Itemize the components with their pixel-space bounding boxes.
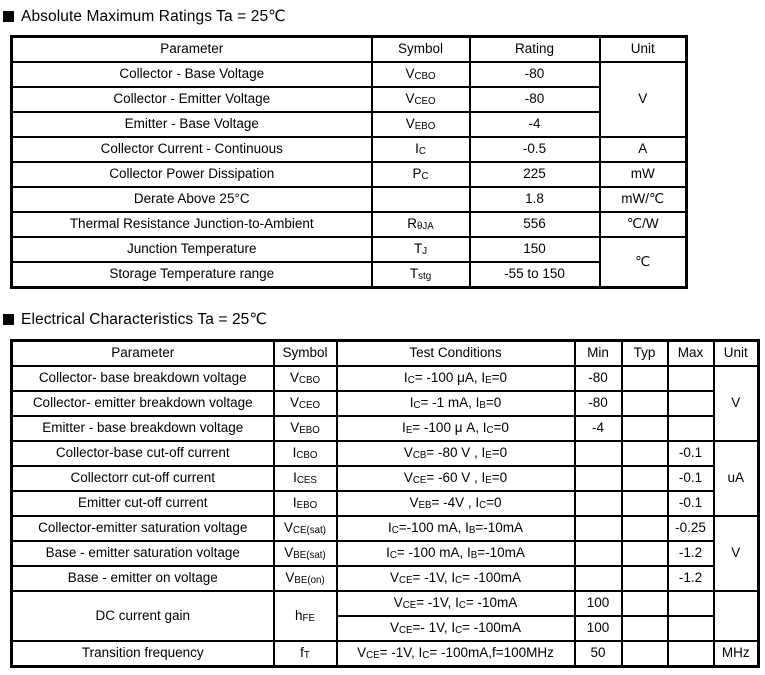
table-row [12, 491, 759, 516]
cell-unit [714, 591, 759, 641]
column-header: Min [575, 341, 622, 367]
cell-param: Collector- base breakdown voltage [12, 366, 274, 391]
cell-symbol: PC [372, 162, 470, 187]
cell-param: Emitter - base breakdown voltage [12, 416, 274, 441]
cell-symbol: VEBO [372, 112, 470, 137]
cell-symbol: fT [274, 641, 337, 667]
cell-max [668, 591, 714, 616]
cell-rating: 225 [470, 162, 600, 187]
table-row [12, 416, 759, 441]
column-header: Parameter [12, 341, 274, 367]
subscript-text: CEO [298, 400, 321, 412]
subscript-text: CE [402, 600, 417, 612]
cell-cond: VCE= -1V, IC= -100mA [337, 566, 575, 591]
cell-typ [622, 616, 668, 641]
cell-param: Collector- emitter breakdown voltage [12, 391, 274, 416]
subscript-text: EBO [414, 121, 436, 133]
cell-param: Collector Current - Continuous [12, 137, 372, 162]
cell-symbol: TJ [372, 237, 470, 262]
abs-max-section-title [3, 7, 765, 26]
table-row [12, 466, 759, 491]
cell-max: -0.1 [668, 441, 714, 466]
cell-symbol: IC [372, 137, 470, 162]
cell-typ [622, 541, 668, 566]
cell-symbol: VCEO [274, 391, 337, 416]
subscript-text: CE [398, 575, 413, 587]
header-row [12, 341, 759, 367]
cell-min: -80 [575, 391, 622, 416]
cell-unit: uA [714, 441, 759, 516]
cell-cond: IC=-100 mA, IB=-10mA [337, 516, 575, 541]
cell-typ [622, 566, 668, 591]
subscript-text: EBO [296, 500, 318, 512]
subscript-text: C [413, 400, 421, 412]
datasheet-page [0, 7, 765, 668]
column-header: Symbol [274, 341, 337, 367]
subscript-text: CE(sat) [293, 525, 326, 537]
subscript-text: EBO [299, 425, 320, 437]
cell-rating: -4 [470, 112, 600, 137]
cell-cond: VCE= -1V, IC= -100mA,f=100MHz [337, 641, 575, 667]
cell-symbol: VBE(on) [274, 566, 337, 591]
subscript-text: E [485, 475, 492, 487]
column-header: Max [668, 341, 714, 367]
subscript-text: E [485, 450, 492, 462]
cell-cond: IC= -1 mA, IB=0 [337, 391, 575, 416]
cell-unit: MHz [714, 641, 759, 667]
cell-param: Transition frequency [12, 641, 274, 667]
cell-max [668, 416, 714, 441]
cell-symbol: RθJA [372, 212, 470, 237]
subscript-text: B [468, 525, 476, 537]
column-header: Unit [714, 341, 759, 367]
header-row [12, 37, 687, 63]
cell-param: Derate Above 25°C [12, 187, 372, 212]
table-row [12, 212, 687, 237]
cell-min [575, 441, 622, 466]
cell-param: Junction Temperature [12, 237, 372, 262]
column-header: Typ [622, 341, 668, 367]
subscript-text: CES [296, 475, 317, 487]
cell-max: -1.2 [668, 566, 714, 591]
column-header: Test Conditions [337, 341, 575, 367]
subscript-text: CBO [296, 450, 318, 462]
elec-char-title-text: Electrical Characteristics Ta = 25℃ [21, 311, 267, 328]
cell-symbol: hFE [274, 591, 337, 641]
cell-cond: VCB= -80 V , IE=0 [337, 441, 575, 466]
cell-param: Collector Power Dissipation [12, 162, 372, 187]
cell-unit: ℃/W [600, 212, 687, 237]
cell-param: Base - emitter saturation voltage [12, 541, 274, 566]
table-row [12, 391, 759, 416]
subscript-text: CBO [414, 71, 436, 83]
table-row [12, 87, 687, 112]
subscript-text: C [391, 525, 399, 537]
subscript-text: EB [418, 500, 432, 512]
cell-typ [622, 591, 668, 616]
subscript-text: J [422, 246, 428, 258]
subscript-text: CBO [298, 375, 321, 387]
cell-symbol: VEBO [274, 416, 337, 441]
cell-cond: VCE= -1V, IC= -10mA [337, 591, 575, 616]
cell-symbol: VCE(sat) [274, 516, 337, 541]
subscript-text: BE(on) [294, 575, 325, 587]
column-header: Unit [600, 37, 687, 63]
cell-cond: VCE=- 1V, IC= -100mA [337, 616, 575, 641]
cell-rating: -80 [470, 62, 600, 87]
cell-typ [622, 416, 668, 441]
subscript-text: CE [398, 625, 413, 637]
table-row [12, 137, 687, 162]
subscript-text: FE [302, 612, 315, 624]
filled-square-icon [3, 11, 14, 22]
cell-unit: A [600, 137, 687, 162]
subscript-text: CEO [414, 96, 436, 108]
cell-symbol [372, 187, 470, 212]
cell-unit: mW [600, 162, 687, 187]
cell-param: Emitter - Base Voltage [12, 112, 372, 137]
cell-symbol: IEBO [274, 491, 337, 516]
cell-typ [622, 516, 668, 541]
cell-unit: V [714, 516, 759, 591]
cell-param: Collector-base cut-off current [12, 441, 274, 466]
cell-symbol: VCBO [372, 62, 470, 87]
subscript-text: C [407, 375, 415, 387]
cell-rating: -80 [470, 87, 600, 112]
cell-cond: VCE= -60 V , IE=0 [337, 466, 575, 491]
cell-min [575, 516, 622, 541]
table-row [12, 262, 687, 288]
cell-typ [622, 366, 668, 391]
cell-min [575, 491, 622, 516]
subscript-text: stg [418, 271, 432, 283]
cell-max [668, 391, 714, 416]
cell-typ [622, 491, 668, 516]
subscript-text: C [458, 600, 466, 612]
cell-cond: VEB= -4V , IC=0 [337, 491, 575, 516]
cell-symbol: ICBO [274, 441, 337, 466]
cell-param: DC current gain [12, 591, 274, 641]
cell-max: -1.2 [668, 541, 714, 566]
table-row [12, 162, 687, 187]
cell-param: Collector - Base Voltage [12, 62, 372, 87]
cell-cond: IC= -100 μA, IE=0 [337, 366, 575, 391]
subscript-text: C [421, 171, 429, 183]
cell-typ [622, 466, 668, 491]
filled-square-icon [3, 314, 14, 325]
subscript-text: B [470, 550, 478, 562]
cell-min [575, 466, 622, 491]
subscript-text: CB [412, 450, 427, 462]
cell-param: Collectorr cut-off current [12, 466, 274, 491]
cell-typ [622, 441, 668, 466]
cell-min: 100 [575, 616, 622, 641]
subscript-text: E [485, 375, 492, 387]
cell-min: 50 [575, 641, 622, 667]
subscript-text: E [405, 425, 413, 437]
subscript-text: C [389, 550, 397, 562]
subscript-text: T [303, 650, 310, 662]
subscript-text: C [479, 500, 487, 512]
table-row [12, 112, 687, 137]
subscript-text: CE [412, 475, 427, 487]
cell-min: -80 [575, 366, 622, 391]
cell-typ [622, 391, 668, 416]
table-row [12, 516, 759, 541]
table-row [12, 62, 687, 87]
subscript-text: C [422, 650, 430, 662]
cell-rating: -0.5 [470, 137, 600, 162]
abs-max-table [10, 35, 688, 289]
table-row [12, 441, 759, 466]
cell-param: Emitter cut-off current [12, 491, 274, 516]
cell-max [668, 641, 714, 667]
table-row [12, 641, 759, 667]
column-header: Rating [470, 37, 600, 63]
subscript-text: CE [366, 650, 380, 662]
cell-max [668, 366, 714, 391]
cell-param: Base - emitter on voltage [12, 566, 274, 591]
table-row [12, 237, 687, 262]
cell-symbol: VCEO [372, 87, 470, 112]
subscript-text: B [479, 400, 486, 412]
cell-max: -0.1 [668, 491, 714, 516]
elec-char-table [10, 339, 760, 668]
column-header: Parameter [12, 37, 372, 63]
cell-symbol: Tstg [372, 262, 470, 288]
cell-min [575, 541, 622, 566]
table-row [12, 366, 759, 391]
cell-symbol: ICES [274, 466, 337, 491]
table-row [12, 541, 759, 566]
subscript-text: C [418, 146, 426, 158]
cell-unit: V [600, 62, 687, 137]
table-row [12, 187, 687, 212]
cell-symbol: VCBO [274, 366, 337, 391]
cell-unit: mW/℃ [600, 187, 687, 212]
subscript-text: C [455, 575, 463, 587]
cell-cond: IE= -100 μ A, IC=0 [337, 416, 575, 441]
abs-max-title-text: Absolute Maximum Ratings Ta = 25℃ [21, 8, 286, 25]
cell-rating: 1.8 [470, 187, 600, 212]
subscript-text: θJA [417, 221, 434, 233]
cell-param: Collector-emitter saturation voltage [12, 516, 274, 541]
subscript-text: BE(sat) [293, 550, 326, 562]
column-header: Symbol [372, 37, 470, 63]
cell-max [668, 616, 714, 641]
cell-cond: IC= -100 mA, IB=-10mA [337, 541, 575, 566]
cell-typ [622, 641, 668, 667]
cell-rating: 556 [470, 212, 600, 237]
cell-param: Thermal Resistance Junction-to-Ambient [12, 212, 372, 237]
cell-unit: ℃ [600, 237, 687, 288]
table-row [12, 566, 759, 591]
subscript-text: C [455, 625, 463, 637]
elec-char-section-title [3, 310, 765, 329]
cell-param: Storage Temperature range [12, 262, 372, 288]
cell-unit: V [714, 366, 759, 441]
subscript-text: C [486, 425, 494, 437]
cell-rating: 150 [470, 237, 600, 262]
cell-param: Collector - Emitter Voltage [12, 87, 372, 112]
cell-min [575, 566, 622, 591]
cell-max: -0.25 [668, 516, 714, 541]
cell-symbol: VBE(sat) [274, 541, 337, 566]
cell-max: -0.1 [668, 466, 714, 491]
cell-rating: -55 to 150 [470, 262, 600, 288]
table-row [12, 591, 759, 616]
cell-min: 100 [575, 591, 622, 616]
cell-min: -4 [575, 416, 622, 441]
